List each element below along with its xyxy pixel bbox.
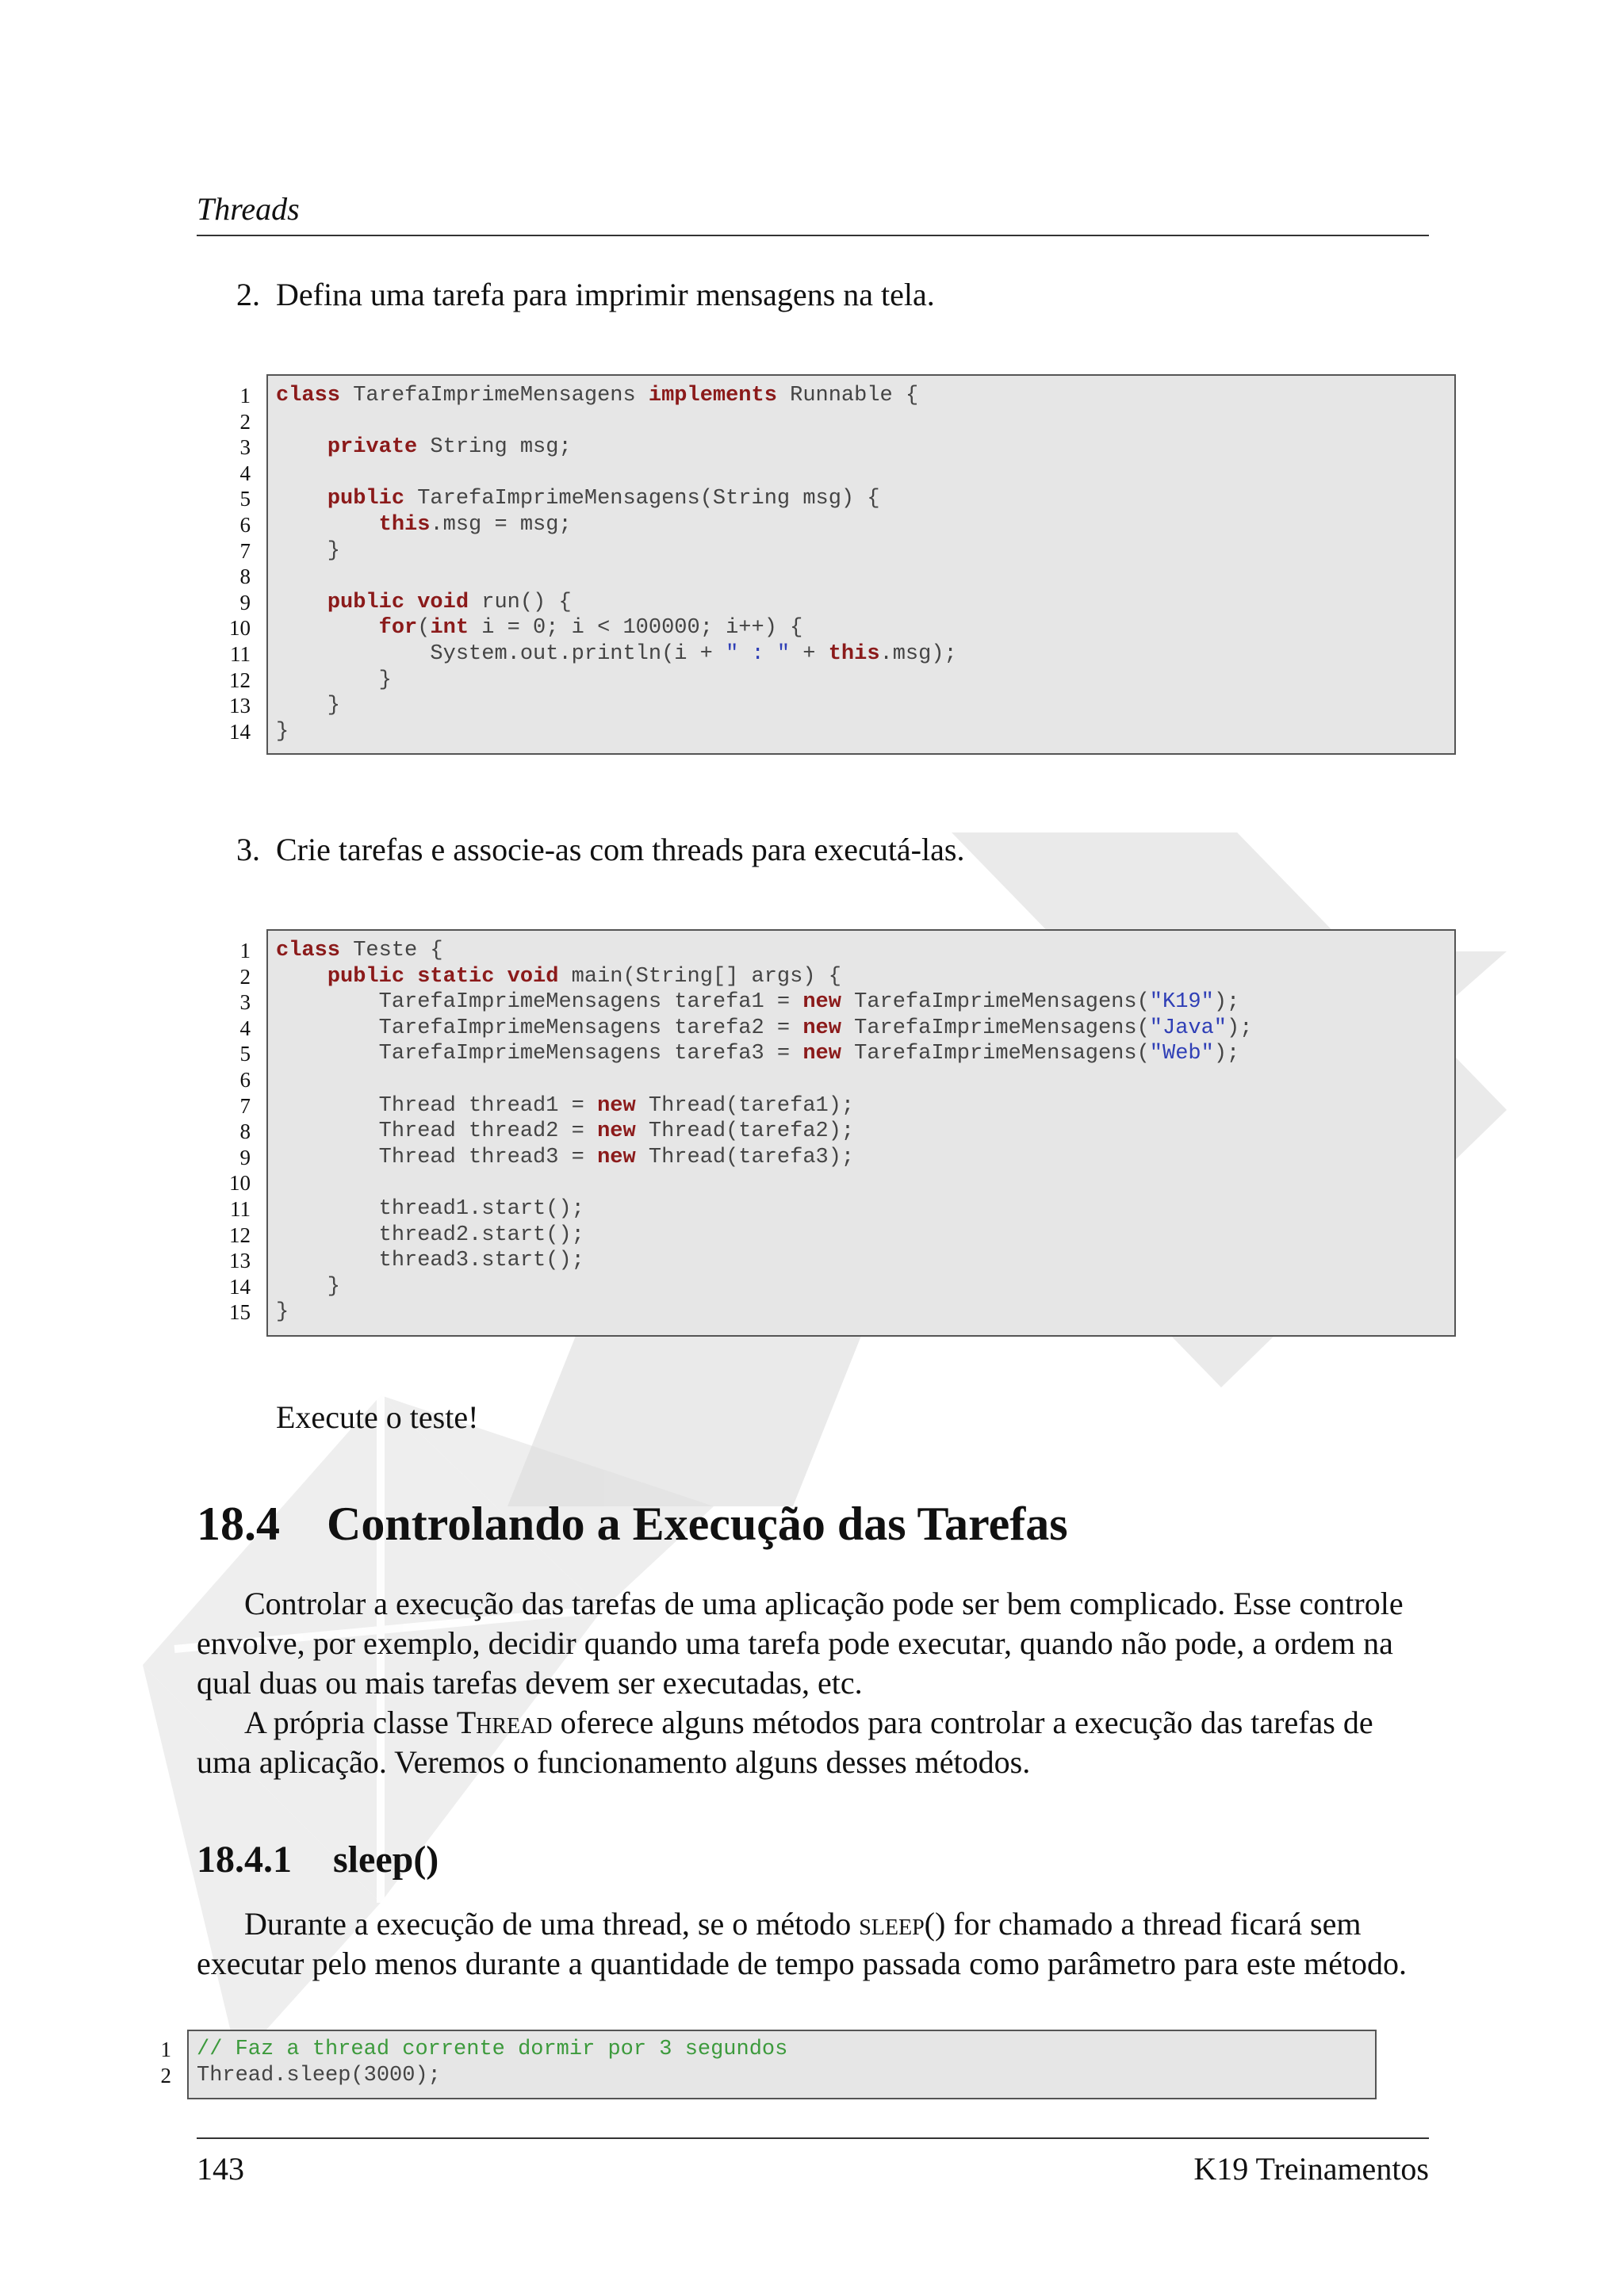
code-line — [276, 461, 957, 487]
code-token: Thread(tarefa1); — [635, 1093, 855, 1118]
line-number: 1 — [160, 2038, 171, 2061]
code-token: Thread thread1 = — [276, 1093, 598, 1118]
text-run: oferece alguns métodos para controlar a execução das tarefas de — [552, 1705, 1373, 1740]
line-number: 8 — [239, 1119, 251, 1144]
paragraph-sleep — [197, 1904, 1429, 1984]
code-line — [276, 564, 957, 590]
code-token: TarefaImprimeMensagens tarefa3 = — [276, 1042, 803, 1066]
code-line — [276, 1248, 1252, 1274]
line-number: 6 — [239, 512, 251, 537]
paragraph-line: uma aplicação. Veremos o funcionamento alguns desses métodos. — [197, 1744, 1031, 1780]
code-token: } — [276, 538, 341, 563]
line-number: 3 — [239, 990, 251, 1015]
line-number: 7 — [239, 538, 251, 563]
line-number: 2 — [160, 2063, 171, 2087]
line-number: 14 — [229, 719, 251, 744]
paragraph-line: executar pelo menos durante a quantidade de tempo passada como parâmetro para este método. — [197, 1946, 1408, 1981]
text-run: for chamado a thread ficará sem — [945, 1906, 1362, 1942]
code-line — [276, 1299, 1252, 1326]
code-text — [276, 383, 957, 744]
code-line — [276, 641, 957, 668]
code-line — [276, 1170, 1252, 1196]
code-keyword: new — [802, 990, 841, 1015]
code-keyword: this — [378, 512, 431, 537]
line-number: 11 — [230, 641, 251, 666]
code-string: "K19" — [1149, 990, 1214, 1015]
line-number: 6 — [239, 1067, 251, 1092]
code-line — [276, 693, 957, 719]
code-line — [276, 409, 957, 435]
code-token — [404, 965, 417, 989]
subsection-heading — [197, 1838, 439, 1881]
code-line — [276, 434, 957, 461]
section-heading — [197, 1497, 1068, 1552]
code-token: ); — [1213, 990, 1240, 1015]
code-token: TarefaImprimeMensagens( — [841, 1016, 1150, 1040]
code-token: + — [790, 641, 829, 666]
code-line — [197, 2037, 787, 2063]
code-token — [404, 591, 417, 614]
line-number: 12 — [229, 668, 251, 692]
code-keyword: int — [430, 616, 469, 641]
code-line — [276, 1067, 1252, 1093]
code-comment: // Faz a thread corrente dormir por 3 segundos — [197, 2038, 788, 2061]
line-number: 10 — [229, 1171, 251, 1196]
code-line — [276, 989, 1252, 1016]
code-line — [276, 719, 957, 745]
code-line — [276, 1093, 1252, 1119]
code-line — [276, 1041, 1252, 1067]
code-keyword: for — [378, 616, 418, 641]
paragraph-line — [197, 1703, 1429, 1743]
subsection-number: 18.4.1 — [197, 1839, 292, 1881]
code-token: Thread.sleep(3000); — [197, 2063, 441, 2087]
paragraph-line: qual duas ou mais tarefas devem ser executadas, etc. — [197, 1665, 863, 1701]
line-number: 2 — [239, 964, 251, 989]
line-number: 12 — [229, 1223, 251, 1247]
code-text — [276, 938, 1252, 1326]
line-numbers — [214, 938, 251, 1326]
code-line — [276, 938, 1252, 964]
step-text: Crie tarefas e associe-as com threads para executá-las. — [276, 832, 965, 867]
line-number: 13 — [229, 1249, 251, 1273]
paragraph-line: envolve, por exemplo, decidir quando uma tarefa pode executar, quando não pode, a ordem na — [197, 1625, 1393, 1661]
code-token: TarefaImprimeMensagens(String msg) { — [404, 487, 880, 511]
code-line — [276, 538, 957, 564]
code-line — [276, 1016, 1252, 1042]
code-keyword: new — [802, 1016, 841, 1040]
code-keyword: implements — [648, 384, 777, 408]
line-number: 4 — [239, 461, 251, 485]
code-token: Runnable { — [776, 384, 919, 408]
code-string: "Java" — [1149, 1016, 1228, 1040]
code-keyword: public — [327, 964, 405, 989]
code-token: .msg); — [879, 641, 957, 666]
code-line — [276, 964, 1252, 990]
code-token: Thread(tarefa3); — [635, 1145, 855, 1169]
code-keyword: new — [802, 1042, 841, 1066]
section-title-text: Controlando a Execução das Tarefas — [327, 1498, 1068, 1550]
line-numbers — [135, 2037, 171, 2088]
code-token: TarefaImprimeMensagens — [340, 384, 649, 408]
footer-brand: K19 Treinamentos — [1193, 2151, 1429, 2187]
subsection-title-text: sleep() — [333, 1839, 439, 1881]
code-token — [276, 435, 327, 459]
line-number: 15 — [229, 1300, 251, 1325]
code-token: TarefaImprimeMensagens tarefa2 = — [276, 1016, 803, 1040]
line-number: 4 — [239, 1016, 251, 1040]
code-keyword: public — [327, 487, 405, 511]
code-line — [276, 486, 957, 512]
text-run: A própria classe — [244, 1705, 457, 1740]
code-line — [197, 2063, 787, 2089]
code-token — [276, 965, 327, 989]
line-number: 7 — [239, 1093, 251, 1118]
code-keyword: void — [507, 964, 559, 989]
line-number: 2 — [239, 409, 251, 434]
code-line — [276, 1196, 1252, 1223]
code-keyword: new — [597, 1145, 636, 1169]
code-token — [276, 591, 327, 614]
code-token: System.out.println(i + — [276, 641, 726, 666]
step-number: 3. — [236, 832, 260, 867]
code-line — [276, 1145, 1252, 1171]
header-rule — [197, 235, 1429, 236]
section-number: 18.4 — [197, 1498, 280, 1550]
code-token: ); — [1213, 1042, 1240, 1066]
line-number: 5 — [239, 487, 251, 511]
code-token: String msg; — [417, 435, 572, 460]
line-number: 13 — [229, 694, 251, 718]
line-number: 11 — [230, 1196, 251, 1221]
line-number: 1 — [239, 939, 251, 962]
paragraph-line: Controlar a execução das tarefas de uma aplicação pode ser bem complicado. Esse controle — [244, 1586, 1404, 1621]
code-string: "Web" — [1149, 1042, 1214, 1066]
code-keyword: class — [276, 384, 341, 408]
page-number: 143 — [197, 2151, 244, 2187]
running-header-title: Threads — [197, 191, 300, 227]
code-text — [197, 2037, 787, 2088]
code-keyword: void — [417, 590, 469, 614]
code-token: Thread(tarefa2); — [635, 1119, 855, 1144]
text-run: Durante a execução de uma thread, se o método — [244, 1906, 860, 1942]
paragraph-intro — [197, 1584, 1429, 1703]
code-string: " : " — [726, 641, 791, 666]
code-keyword: private — [327, 435, 418, 460]
class-name-thread: Thread — [456, 1705, 553, 1740]
code-keyword: public — [327, 590, 405, 614]
code-line — [276, 1223, 1252, 1249]
code-keyword: static — [417, 964, 495, 989]
code-token: thread1.start(); — [276, 1196, 584, 1221]
code-token — [276, 487, 327, 511]
code-keyword: this — [828, 641, 880, 666]
code-line — [276, 615, 957, 641]
code-token: TarefaImprimeMensagens( — [841, 990, 1150, 1015]
paragraph-line — [197, 1904, 1429, 1944]
code-token: ); — [1227, 1016, 1253, 1040]
code-token: TarefaImprimeMensagens( — [841, 1042, 1150, 1066]
code-line — [276, 512, 957, 538]
code-token — [494, 965, 507, 989]
code-keyword: new — [597, 1119, 636, 1144]
code-token: i = 0; i < 100000; i++) { — [469, 616, 803, 641]
code-token: } — [276, 1274, 341, 1299]
execute-instruction: Execute o teste! — [276, 1399, 479, 1435]
code-token: run() { — [469, 590, 572, 614]
code-token: thread2.start(); — [276, 1223, 584, 1247]
method-name-sleep: sleep() — [859, 1906, 946, 1942]
line-number: 1 — [239, 384, 251, 408]
code-token: } — [276, 719, 289, 744]
line-number: 14 — [229, 1274, 251, 1299]
code-line — [276, 383, 957, 409]
code-token: Teste { — [340, 939, 443, 962]
line-number: 8 — [239, 564, 251, 589]
code-token: ( — [417, 616, 431, 641]
footer-rule — [197, 2137, 1429, 2139]
line-number: 9 — [239, 590, 251, 614]
code-line — [276, 590, 957, 616]
step-number: 2. — [236, 277, 260, 312]
code-token: thread3.start(); — [276, 1249, 584, 1273]
line-number: 10 — [229, 616, 251, 641]
line-number: 3 — [239, 435, 251, 460]
code-token: } — [276, 668, 392, 692]
code-token: TarefaImprimeMensagens tarefa1 = — [276, 990, 803, 1015]
paragraph-thread-class — [197, 1703, 1429, 1782]
code-token: Thread thread3 = — [276, 1145, 598, 1169]
code-token: Thread thread2 = — [276, 1119, 598, 1144]
line-number: 5 — [239, 1042, 251, 1066]
code-token — [276, 616, 379, 640]
code-line — [276, 1274, 1252, 1300]
code-token: .msg = msg; — [430, 512, 572, 537]
code-token: } — [276, 694, 341, 718]
code-line — [276, 668, 957, 694]
code-token: main(String[] args) { — [558, 964, 841, 989]
code-token — [276, 513, 379, 537]
code-line — [276, 1119, 1252, 1145]
line-number: 9 — [239, 1145, 251, 1169]
step-text: Defina uma tarefa para imprimir mensagens na tela. — [276, 277, 935, 312]
code-token: } — [276, 1300, 289, 1325]
line-numbers — [214, 383, 251, 744]
code-keyword: class — [276, 939, 341, 962]
code-keyword: new — [597, 1093, 636, 1118]
